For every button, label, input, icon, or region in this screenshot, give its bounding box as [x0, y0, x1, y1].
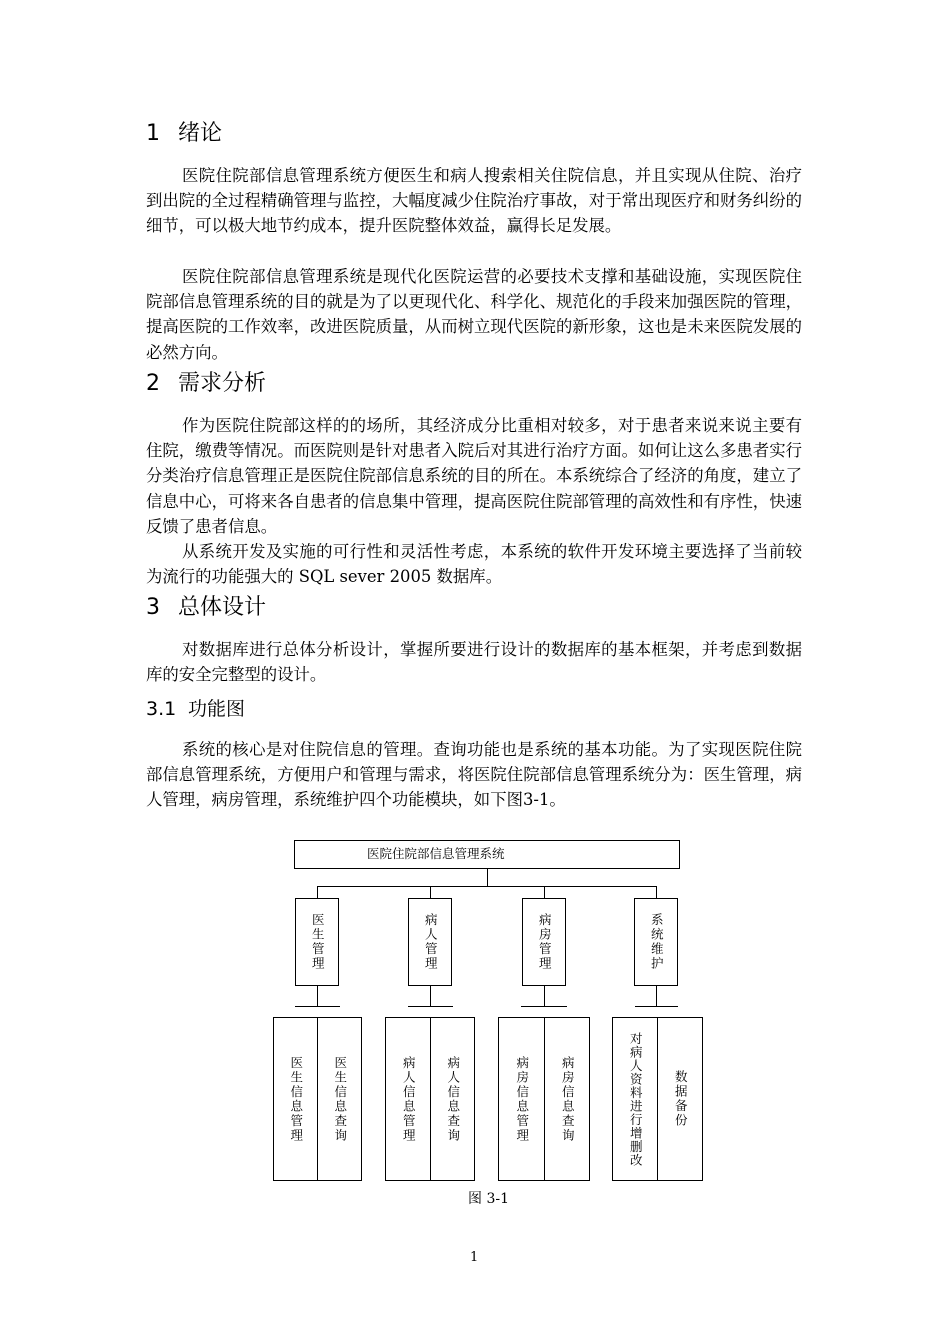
page-number: 1	[470, 1250, 479, 1265]
connector-line	[521, 1006, 567, 1007]
sub-label: 病人信息管理	[401, 1055, 417, 1143]
connector-line	[544, 886, 545, 898]
connector-line	[317, 886, 318, 898]
sub-label: 病房信息管理	[514, 1055, 530, 1143]
module-box-patient	[408, 898, 452, 986]
subsection-heading-3-1	[146, 696, 245, 722]
module-box-maintenance	[634, 898, 678, 986]
connector-line	[430, 986, 431, 1006]
section-heading-3	[146, 594, 266, 622]
root-label: 医院住院部信息管理系统	[367, 846, 505, 862]
paragraph-requirements-1: 作为医院住院部这样的的场所，其经济成分比重相对较多，对于患者来说来说主要有住院，缴费等情况。而医院则是针对患者入院后对其进行治疗方面。如何让这么多患者实行分类治疗信息管理正是医院住院部信息系统的目的所在。本系统综合了经济的角度，建立了信息中心，可将来各自患者的信息集中管理，提高医院住院部管理的高效性和有序性，快速反馈了患者信息。	[146, 416, 802, 536]
module-box-ward	[522, 898, 566, 986]
section-number: 2	[146, 371, 160, 396]
sub-box	[385, 1017, 431, 1181]
figure-caption: 图 3-1	[468, 1191, 509, 1207]
sub-box	[430, 1017, 475, 1181]
connector-line	[430, 886, 431, 898]
paragraph-design: 对数据库进行总体分析设计，掌握所要进行设计的数据库的基本框架，并考虑到数据库的安全完整型的设计。	[146, 640, 802, 685]
connector-line	[317, 986, 318, 1006]
connector-line	[317, 886, 657, 887]
subsection-number: 3.1	[146, 698, 177, 720]
section-heading-1	[146, 120, 222, 148]
section-heading-2	[146, 370, 266, 398]
connector-line	[656, 986, 657, 1006]
connector-line	[656, 886, 657, 898]
section-title: 绪论	[178, 121, 223, 146]
sub-box	[317, 1017, 362, 1181]
module-label: 病房管理	[537, 913, 553, 971]
module-label: 医生管理	[310, 913, 326, 971]
module-box-doctor	[295, 898, 339, 986]
connector-line	[544, 986, 545, 1006]
connector-line	[408, 1006, 453, 1007]
paragraph-requirements-2: 从系统开发及实施的可行性和灵活性考虑，本系统的软件开发环境主要选择了当前较为流行的功能强大的 SQL sever 2005 数据库。	[146, 542, 802, 587]
sub-box	[544, 1017, 590, 1181]
section-number: 1	[146, 121, 160, 146]
sub-label: 对病人资料进行增删改	[628, 1031, 644, 1167]
subsection-title: 功能图	[188, 698, 246, 720]
paragraph-function: 系统的核心是对住院信息的管理。查询功能也是系统的基本功能。为了实现医院住院部信息管理系统，方便用户和管理与需求，将医院住院部信息管理系统分为：医生管理，病人管理，病房管理，系统维护四个功能模块，如下图3-1。	[146, 740, 802, 810]
connector-line	[635, 1006, 678, 1007]
sub-box	[612, 1017, 658, 1181]
sub-label: 病房信息查询	[560, 1055, 576, 1143]
section-number: 3	[146, 595, 160, 620]
sub-box	[498, 1017, 545, 1181]
sub-box	[657, 1017, 703, 1181]
module-label: 系统维护	[649, 913, 665, 971]
root-box	[294, 840, 680, 869]
paragraph-intro-2: 医院住院部信息管理系统是现代化医院运营的必要技术支撑和基础设施，实现医院住院部信息管理系统的目的就是为了以更现代化、科学化、规范化的手段来加强医院的管理，提高医院的工作效率，改进医院质量，从而树立现代医院的新形象，这也是未来医院发展的必然方向。	[146, 267, 802, 362]
sub-label: 医生信息管理	[288, 1055, 304, 1143]
sub-label: 医生信息查询	[332, 1055, 348, 1143]
section-title: 总体设计	[178, 595, 267, 620]
function-diagram	[270, 840, 690, 1185]
sub-label: 病人信息查询	[445, 1055, 461, 1143]
connector-line	[487, 869, 488, 886]
connector-line	[295, 1006, 340, 1007]
paragraph-intro-1: 医院住院部信息管理系统方便医生和病人搜索相关住院信息，并且实现从住院、治疗到出院的全过程精确管理与监控，大幅度减少住院治疗事故，对于常出现医疗和财务纠纷的细节，可以极大地节约成本，提升医院整体效益，赢得长足发展。	[146, 166, 802, 236]
sub-label: 数据备份	[673, 1070, 689, 1128]
sub-box	[273, 1017, 318, 1181]
module-label: 病人管理	[423, 913, 439, 971]
section-title: 需求分析	[178, 371, 267, 396]
